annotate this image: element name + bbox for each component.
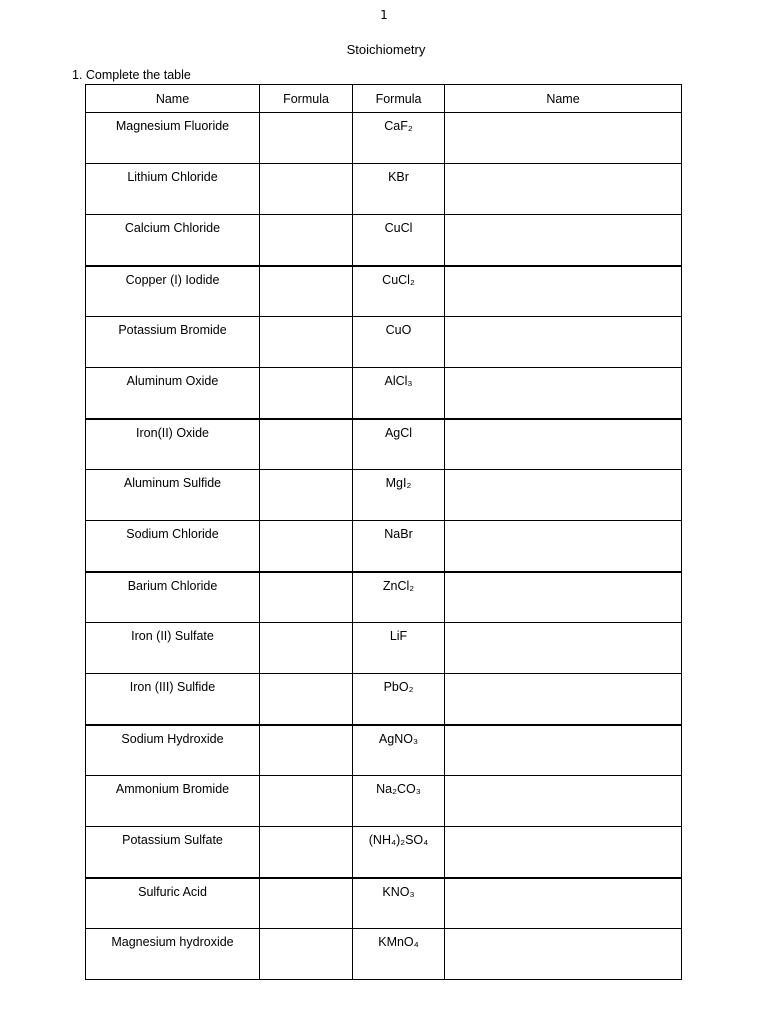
- formula-answer-cell[interactable]: [260, 113, 353, 164]
- compound-name-cell: Ammonium Bromide: [86, 776, 260, 827]
- formula-answer-cell[interactable]: [260, 419, 353, 470]
- compound-name-cell: Magnesium Fluoride: [86, 113, 260, 164]
- name-answer-cell[interactable]: [445, 776, 682, 827]
- formula-answer-cell[interactable]: [260, 572, 353, 623]
- compound-name-cell: Sodium Hydroxide: [86, 725, 260, 776]
- table-row: [86, 929, 682, 980]
- table-row: [86, 725, 682, 776]
- compound-name-cell: Copper (I) Iodide: [86, 266, 260, 317]
- header-name-right: Name: [445, 85, 682, 113]
- name-answer-cell[interactable]: [445, 878, 682, 929]
- formula-answer-cell[interactable]: [260, 776, 353, 827]
- compound-name-cell: Barium Chloride: [86, 572, 260, 623]
- compound-name-cell: Calcium Chloride: [86, 215, 260, 266]
- formula-answer-cell[interactable]: [260, 929, 353, 980]
- compound-name-cell: Sulfuric Acid: [86, 878, 260, 929]
- given-formula-cell: MgI₂: [353, 470, 445, 521]
- compound-name-cell: Lithium Chloride: [86, 164, 260, 215]
- name-answer-cell[interactable]: [445, 317, 682, 368]
- formula-answer-cell[interactable]: [260, 215, 353, 266]
- name-answer-cell[interactable]: [445, 827, 682, 878]
- name-answer-cell[interactable]: [445, 368, 682, 419]
- given-formula-cell: CuO: [353, 317, 445, 368]
- stoichiometry-table: [85, 84, 682, 980]
- compound-name-cell: Potassium Bromide: [86, 317, 260, 368]
- given-formula-cell: Na₂CO₃: [353, 776, 445, 827]
- table-row: [86, 164, 682, 215]
- table-header-row: [86, 85, 682, 113]
- table-row: [86, 521, 682, 572]
- given-formula-cell: AgCl: [353, 419, 445, 470]
- formula-answer-cell[interactable]: [260, 674, 353, 725]
- compound-name-cell: Iron(II) Oxide: [86, 419, 260, 470]
- given-formula-cell: PbO₂: [353, 674, 445, 725]
- formula-answer-cell[interactable]: [260, 317, 353, 368]
- table-row: [86, 878, 682, 929]
- given-formula-cell: LiF: [353, 623, 445, 674]
- header-formula-right: Formula: [353, 85, 445, 113]
- formula-answer-cell[interactable]: [260, 368, 353, 419]
- name-answer-cell[interactable]: [445, 623, 682, 674]
- given-formula-cell: NaBr: [353, 521, 445, 572]
- page-number: 1: [380, 8, 388, 22]
- formula-answer-cell[interactable]: [260, 725, 353, 776]
- formula-answer-cell[interactable]: [260, 470, 353, 521]
- table-row: [86, 623, 682, 674]
- name-answer-cell[interactable]: [445, 572, 682, 623]
- name-answer-cell[interactable]: [445, 521, 682, 572]
- name-answer-cell[interactable]: [445, 929, 682, 980]
- given-formula-cell: KNO₃: [353, 878, 445, 929]
- name-answer-cell[interactable]: [445, 164, 682, 215]
- table-row: [86, 827, 682, 878]
- page-title: Stoichiometry: [346, 42, 426, 57]
- compound-name-cell: Sodium Chloride: [86, 521, 260, 572]
- name-answer-cell[interactable]: [445, 215, 682, 266]
- table-row: [86, 572, 682, 623]
- instruction-text: 1. Complete the table: [72, 68, 191, 82]
- given-formula-cell: AlCl₃: [353, 368, 445, 419]
- name-answer-cell[interactable]: [445, 725, 682, 776]
- header-formula-left: Formula: [260, 85, 353, 113]
- compound-name-cell: Magnesium hydroxide: [86, 929, 260, 980]
- table-row: [86, 419, 682, 470]
- given-formula-cell: CuCl₂: [353, 266, 445, 317]
- name-answer-cell[interactable]: [445, 419, 682, 470]
- given-formula-cell: KMnO₄: [353, 929, 445, 980]
- formula-answer-cell[interactable]: [260, 827, 353, 878]
- formula-answer-cell[interactable]: [260, 266, 353, 317]
- given-formula-cell: (NH₄)₂SO₄: [353, 827, 445, 878]
- name-answer-cell[interactable]: [445, 266, 682, 317]
- table-row: [86, 470, 682, 521]
- formula-answer-cell[interactable]: [260, 878, 353, 929]
- given-formula-cell: AgNO₃: [353, 725, 445, 776]
- table-body: [86, 113, 682, 980]
- compound-name-cell: Aluminum Sulfide: [86, 470, 260, 521]
- table-row: [86, 215, 682, 266]
- given-formula-cell: CaF₂: [353, 113, 445, 164]
- given-formula-cell: KBr: [353, 164, 445, 215]
- table-row: [86, 776, 682, 827]
- given-formula-cell: ZnCl₂: [353, 572, 445, 623]
- table-row: [86, 317, 682, 368]
- name-answer-cell[interactable]: [445, 470, 682, 521]
- compound-name-cell: Potassium Sulfate: [86, 827, 260, 878]
- formula-answer-cell[interactable]: [260, 521, 353, 572]
- name-answer-cell[interactable]: [445, 113, 682, 164]
- formula-answer-cell[interactable]: [260, 623, 353, 674]
- name-answer-cell[interactable]: [445, 674, 682, 725]
- table-row: [86, 674, 682, 725]
- formula-answer-cell[interactable]: [260, 164, 353, 215]
- given-formula-cell: CuCl: [353, 215, 445, 266]
- table-row: [86, 368, 682, 419]
- compound-name-cell: Iron (II) Sulfate: [86, 623, 260, 674]
- header-name-left: Name: [86, 85, 260, 113]
- table-row: [86, 266, 682, 317]
- compound-name-cell: Aluminum Oxide: [86, 368, 260, 419]
- table-row: [86, 113, 682, 164]
- compound-name-cell: Iron (III) Sulfide: [86, 674, 260, 725]
